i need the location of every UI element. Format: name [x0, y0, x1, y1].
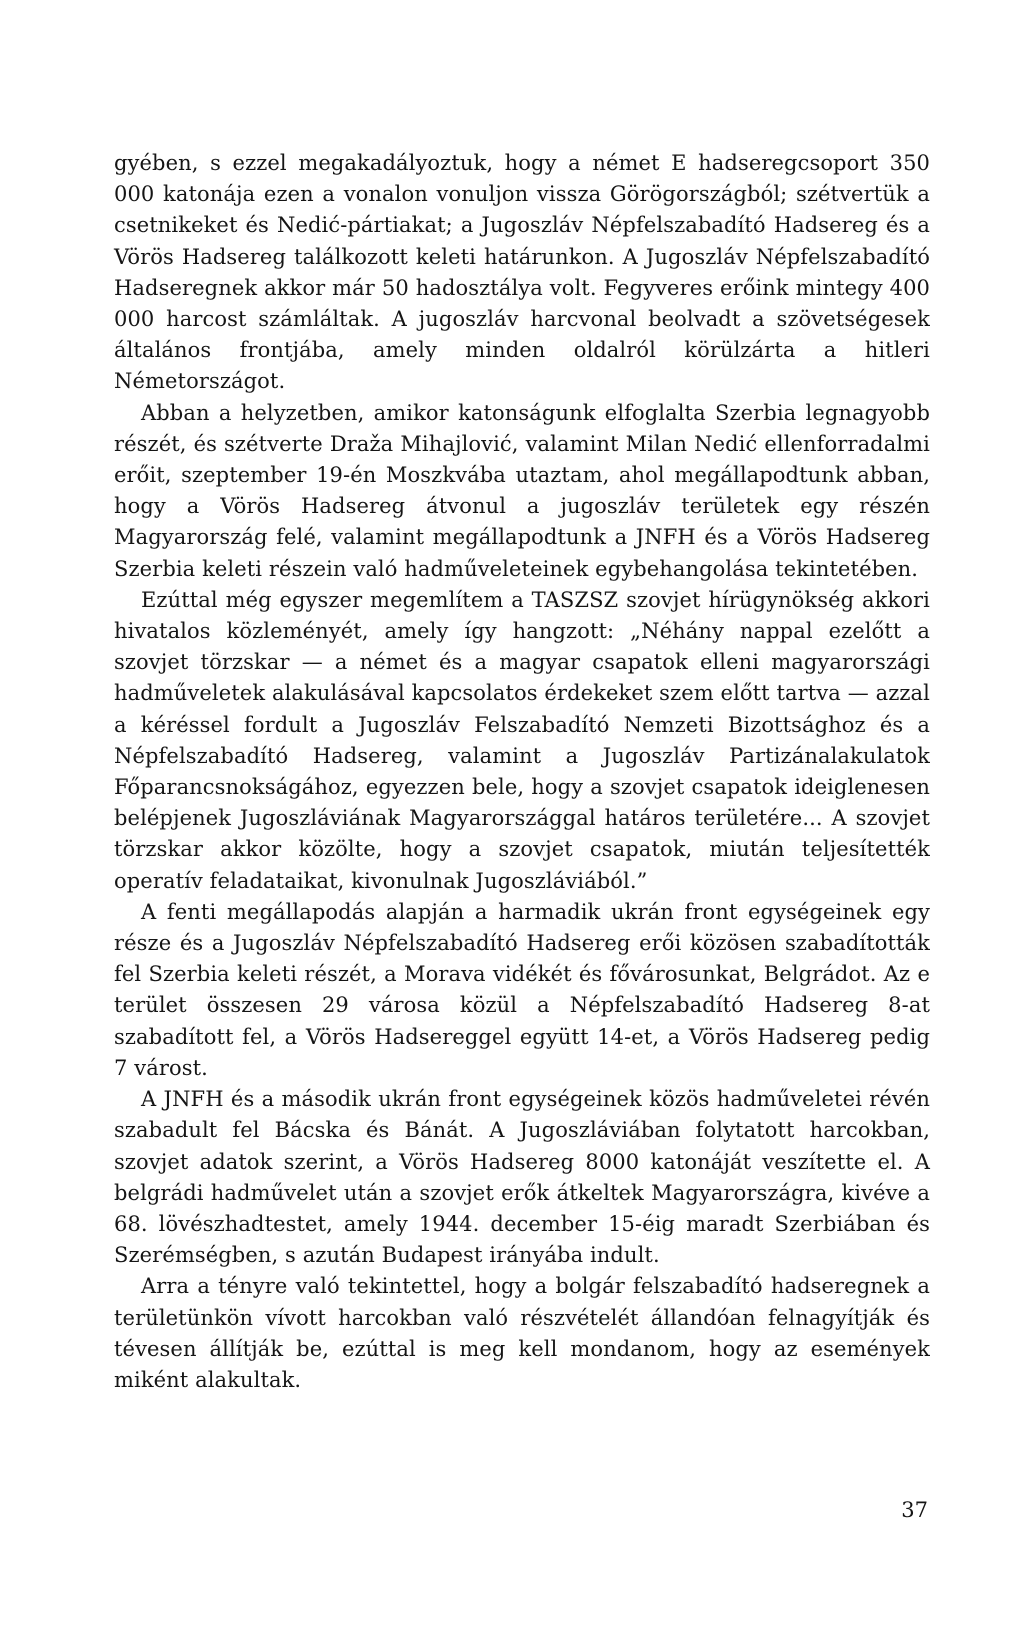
- paragraph-bulgarian-army: Arra a tényre való tekintettel, hogy a bolgár felszabadító hadseregnek a területünkön vívott harcokban való részvételét állandóan felnagyítják és tévesen állítják be, ezúttal is meg kell mondanom, hogy az események miként alakultak.: [114, 1274, 930, 1392]
- paragraph-tass-statement: Ezúttal még egyszer megemlítem a TASZSZ szovjet hírügynökség akkori hivatalos közleményét, amely így hangzott: „Néhány nappal ezelőtt a szovjet törzskar — a német és a magyar csapatok elleni magyarországi hadműveletek alakulásával kapcsolatos érdekeket szem előtt tartva — azzal a kéréssel fordult a Jugoszláv Felszabadító Nemzeti Bizottsághoz és a Népfelszabadító Hadsereg, valamint a Jugoszláv Partizánalakulatok Főparancsnokságához, egyezzen bele, hogy a szovjet csapatok ideiglenesen belépjenek Jugoszláviának Magyarországgal határos területére... A szovjet törzskar akkor közölte, hogy a szovjet csapatok, miután teljesítették operatív feladataikat, kivonulnak Jugoszláviából.”: [114, 587, 930, 893]
- paragraph-moscow-agreement: Abban a helyzetben, amikor katonságunk elfoglalta Szerbia legnagyobb részét, és szétverte Draža Mihajlović, valamint Milan Nedić ellenforradalmi erőit, szeptember 19-én Moszkvába utaztam, ahol megállapodtunk abban, hogy a Vörös Hadsereg átvonul a jugoszláv területek egy részén Magyarország felé, valamint megállapodtunk a JNFH és a Vörös Hadsereg Szerbia keleti részein való hadműveleteinek egybehangolása tekintetében.: [114, 400, 930, 581]
- paragraph-liberation-belgrade: A fenti megállapodás alapján a harmadik ukrán front egységeinek egy része és a Jugoszláv Népfelszabadító Hadsereg erői közösen szabadították fel Szerbia keleti részét, a Morava vidékét és fővárosunkat, Belgrádot. Az e terület összesen 29 városa közül a Népfelszabadító Hadsereg 8-at szabadított fel, a Vörös Hadsereggel együtt 14-et, a Vörös Hadsereg pedig 7 várost.: [114, 899, 930, 1080]
- paragraph-continuation: gyében, s ezzel megakadályoztuk, hogy a német E hadseregcsoport 350 000 katonája ezen a vonalon vonuljon vissza Görögországból; szétvertük a csetnikeket és Nedić-pártiakat; a Jugoszláv Népfelszabadító Hadsereg és a Vörös Hadsereg találkozott keleti határunkon. A Jugoszláv Népfelszabadító Hadseregnek akkor már 50 hadosztálya volt. Fegyveres erőink mintegy 400 000 harcost számláltak. A jugoszláv harcvonal beolvadt a szövetségesek általános frontjába, amely minden oldalról körülzárta a hitleri Németországot.: [114, 151, 930, 394]
- paragraph-backa-banat: A JNFH és a második ukrán front egységeinek közös hadműveletei révén szabadult fel Bácska és Bánát. A Jugoszláviában folytatott harcokban, szovjet adatok szerint, a Vörös Hadsereg 8000 katonáját veszítette el. A belgrádi hadművelet után a szovjet erők átkeltek Magyarországra, kivéve a 68. lövészhadtestet, amely 1944. december 15-éig maradt Szerbiában és Szerémségben, s azután Budapest irányába indult.: [114, 1087, 930, 1268]
- body-text: [114, 148, 930, 1396]
- page-number: 37: [901, 1498, 928, 1522]
